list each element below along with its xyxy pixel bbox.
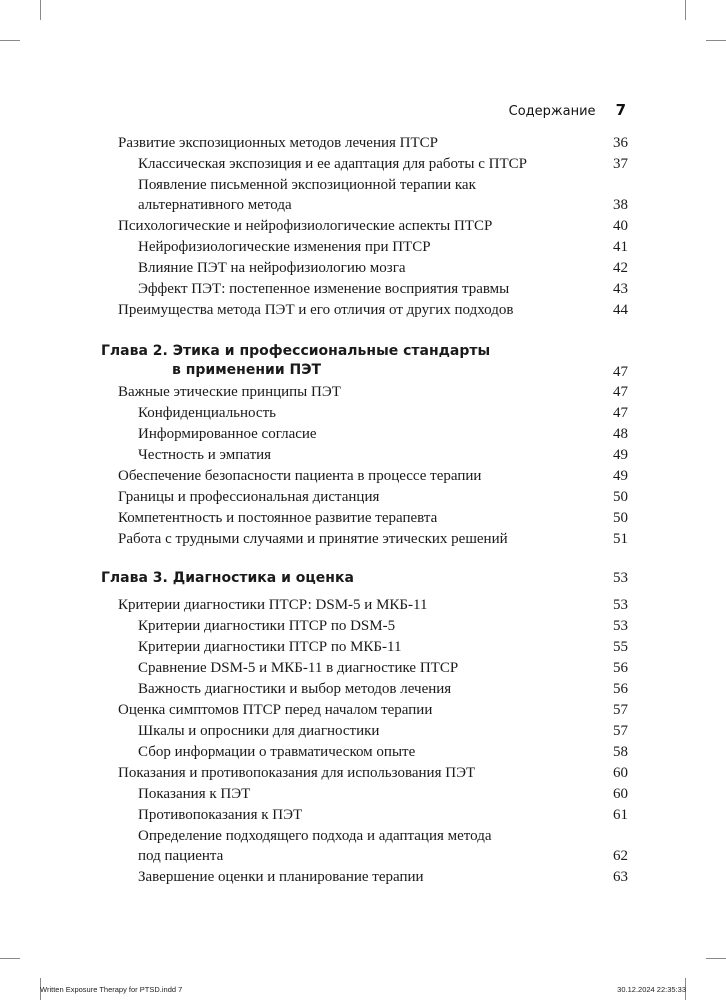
toc-entry-title: Показания к ПЭТ bbox=[138, 786, 251, 802]
crop-mark bbox=[40, 0, 41, 20]
toc-entry bbox=[0, 403, 726, 424]
toc-entry-title: Работа с трудными случаями и принятие этических решений bbox=[118, 531, 508, 547]
toc-entry bbox=[0, 700, 726, 721]
chapter-title: Глава 2. Этика и профессиональные стандарты bbox=[101, 343, 491, 359]
toc-entry bbox=[0, 658, 726, 679]
slug-timestamp: 30.12.2024 22:35:33 bbox=[617, 985, 686, 994]
toc-entry-page: 43 bbox=[613, 281, 628, 297]
toc-entry-page: 47 bbox=[613, 384, 628, 400]
toc-entry-title: Важные этические принципы ПЭТ bbox=[118, 384, 341, 400]
toc-entry-page: 57 bbox=[613, 723, 628, 739]
chapter-page: 47 bbox=[613, 364, 628, 380]
toc-entry-page: 56 bbox=[613, 660, 628, 676]
toc-entry-page: 51 bbox=[613, 531, 628, 547]
toc-entry-title: Важность диагностики и выбор методов лечения bbox=[138, 681, 452, 697]
toc-entry-page: 49 bbox=[613, 468, 628, 484]
toc-entry-title: Эффект ПЭТ: постепенное изменение восприятия травмы bbox=[138, 281, 510, 297]
toc-entry-page: 63 bbox=[613, 869, 628, 885]
chapter-title-continued: в применении ПЭТ bbox=[172, 362, 322, 378]
toc-entry bbox=[0, 846, 726, 867]
toc-entry bbox=[0, 279, 726, 300]
toc-entry-page: 58 bbox=[613, 744, 628, 760]
toc-entry-page: 49 bbox=[613, 447, 628, 463]
running-head bbox=[0, 101, 626, 119]
toc-entry bbox=[0, 784, 726, 805]
toc-entry-page: 41 bbox=[613, 239, 628, 255]
toc-entry bbox=[0, 258, 726, 279]
crop-mark bbox=[0, 40, 20, 41]
toc-entry-title: Компетентность и постоянное развитие терапевта bbox=[118, 510, 438, 526]
toc-entry-page: 55 bbox=[613, 639, 628, 655]
toc-entry bbox=[0, 216, 726, 237]
toc-entry-page: 57 bbox=[613, 702, 628, 718]
toc-entry-title: Критерии диагностики ПТСР по DSM-5 bbox=[138, 618, 396, 634]
toc-entry bbox=[0, 529, 726, 550]
toc-entry bbox=[0, 616, 726, 637]
toc-entry-title: Обеспечение безопасности пациента в процессе терапии bbox=[118, 468, 482, 484]
crop-mark bbox=[0, 958, 20, 959]
toc-entry-page: 47 bbox=[613, 405, 628, 421]
toc-entry bbox=[0, 445, 726, 466]
toc-entry-title: Завершение оценки и планирование терапии bbox=[138, 869, 424, 885]
toc-entry-page: 44 bbox=[613, 302, 628, 318]
slug-filename: Written Exposure Therapy for PTSD.indd 7 bbox=[40, 985, 183, 994]
toc-entry-title: Конфиденциальность bbox=[138, 405, 276, 421]
toc-entry bbox=[0, 195, 726, 216]
toc-entry-title: Появление письменной экспозиционной терапии как bbox=[138, 177, 476, 193]
chapter-title: Глава 3. Диагностика и оценка bbox=[101, 570, 354, 586]
crop-mark bbox=[706, 40, 726, 41]
toc-entry-page: 61 bbox=[613, 807, 628, 823]
toc-entry bbox=[0, 763, 726, 784]
toc-entry bbox=[0, 466, 726, 487]
toc-entry-page: 36 bbox=[613, 135, 628, 151]
toc-entry bbox=[0, 826, 726, 847]
toc-entry-page: 50 bbox=[613, 510, 628, 526]
toc-entry-title: Нейрофизиологические изменения при ПТСР bbox=[138, 239, 431, 255]
toc-entry-title: Влияние ПЭТ на нейрофизиологию мозга bbox=[138, 260, 406, 276]
toc-entry-page: 37 bbox=[613, 156, 628, 172]
toc-entry-page: 62 bbox=[613, 848, 628, 864]
toc-entry bbox=[0, 867, 726, 888]
toc-entry-title: Противопоказания к ПЭТ bbox=[138, 807, 303, 823]
toc-entry-title: Оценка симптомов ПТСР перед началом терапии bbox=[118, 702, 433, 718]
crop-mark bbox=[706, 958, 726, 959]
toc-entry-title: Преимущества метода ПЭТ и его отличия от других подходов bbox=[118, 302, 514, 318]
toc-entry-page: 38 bbox=[613, 197, 628, 213]
toc-entry-title: Психологические и нейрофизиологические аспекты ПТСР bbox=[118, 218, 493, 234]
chapter-heading bbox=[0, 569, 726, 590]
toc-entry-page: 60 bbox=[613, 786, 628, 802]
toc-entry-title-continued: под пациента bbox=[138, 848, 224, 864]
chapter-heading bbox=[0, 342, 726, 382]
toc-entry-title: Определение подходящего подхода и адаптация метода bbox=[138, 828, 492, 844]
toc-entry-page: 42 bbox=[613, 260, 628, 276]
toc-entry bbox=[0, 679, 726, 700]
toc-entry-page: 60 bbox=[613, 765, 628, 781]
toc-entry-title: Развитие экспозиционных методов лечения ПТСР bbox=[118, 135, 439, 151]
toc-entry-title: Классическая экспозиция и ее адаптация для работы с ПТСР bbox=[138, 156, 527, 172]
toc-entry-title: Сбор информации о травматическом опыте bbox=[138, 744, 416, 760]
toc-entry bbox=[0, 805, 726, 826]
toc-entry bbox=[0, 721, 726, 742]
toc-entry bbox=[0, 595, 726, 616]
toc-entry bbox=[0, 133, 726, 154]
toc-entry-page: 56 bbox=[613, 681, 628, 697]
toc-entry-page: 53 bbox=[613, 597, 628, 613]
toc-entry-title: Шкалы и опросники для диагностики bbox=[138, 723, 380, 739]
chapter-page: 53 bbox=[613, 570, 628, 586]
toc-entry-page: 50 bbox=[613, 489, 628, 505]
toc-entry-title: Границы и профессиональная дистанция bbox=[118, 489, 380, 505]
toc-entry-page: 48 bbox=[613, 426, 628, 442]
toc-entry bbox=[0, 742, 726, 763]
toc-entry bbox=[0, 424, 726, 445]
crop-mark bbox=[685, 0, 686, 20]
toc-entry-title: Информированное согласие bbox=[138, 426, 317, 442]
toc-entry bbox=[0, 637, 726, 658]
running-head-section: Содержание bbox=[508, 104, 596, 119]
toc-entry-page: 53 bbox=[613, 618, 628, 634]
toc-entry-title: Показания и противопоказания для использования ПЭТ bbox=[118, 765, 476, 781]
toc-entry bbox=[0, 300, 726, 321]
page-number: 7 bbox=[615, 101, 626, 119]
toc-entry-title-continued: альтернативного метода bbox=[138, 197, 292, 213]
toc-entry bbox=[0, 175, 726, 196]
toc-entry bbox=[0, 508, 726, 529]
toc-entry-title: Критерии диагностики ПТСР: DSM-5 и МКБ-11 bbox=[118, 597, 428, 613]
toc-entry-title: Честность и эмпатия bbox=[138, 447, 272, 463]
toc-entry bbox=[0, 382, 726, 403]
toc-entry bbox=[0, 237, 726, 258]
toc-entry-title: Критерии диагностики ПТСР по МКБ-11 bbox=[138, 639, 402, 655]
toc-entry-title: Сравнение DSM-5 и МКБ-11 в диагностике ПТСР bbox=[138, 660, 459, 676]
toc-entry bbox=[0, 487, 726, 508]
toc-entry bbox=[0, 154, 726, 175]
toc-entry-page: 40 bbox=[613, 218, 628, 234]
